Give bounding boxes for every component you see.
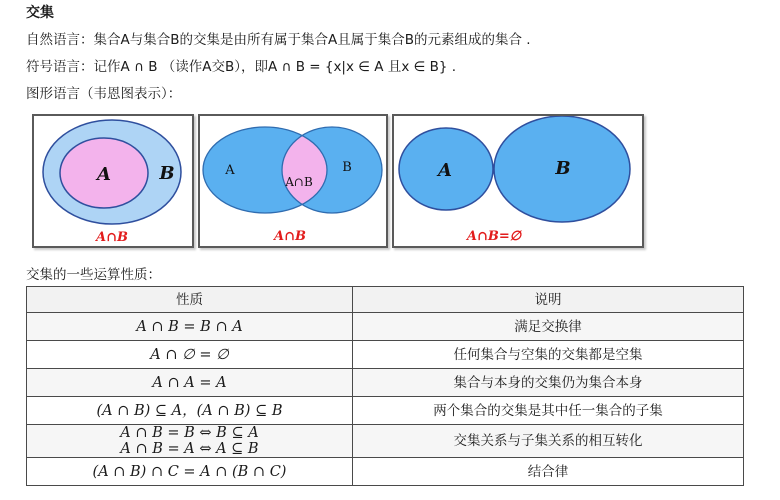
property-line: A ∩ B = B ⇔ B ⊆ A — [120, 425, 259, 441]
venn-caption: A∩B — [96, 230, 128, 245]
properties-table — [26, 286, 744, 486]
table-row — [27, 369, 744, 397]
property-cell: A ∩ B = B ∩ A — [27, 313, 353, 341]
description-cell: 两个集合的交集是其中任一集合的子集 — [353, 397, 744, 425]
venn-overlap-label: A∩B — [285, 175, 313, 189]
natural-language-definition: 自然语言：集合A与集合B的交集是由所有属于集合A且属于集合B的元素组成的集合 . — [26, 32, 531, 48]
venn-label-b: B — [555, 158, 571, 179]
venn-label-a: A — [225, 163, 235, 178]
venn-caption: A∩B — [274, 229, 306, 244]
venn-panel-disjoint — [392, 114, 644, 248]
table-header-row — [27, 287, 744, 313]
property-line: A ∩ B = A ⇔ A ⊆ B — [120, 441, 259, 457]
page-heading: 交集 — [26, 5, 54, 21]
symbolic-language-definition: 符号语言：记作A ∩ B （读作A交B），即A ∩ B = {x|x ∈ A 且x ∈ B} . — [26, 59, 457, 75]
table-row — [27, 458, 744, 486]
table-row — [27, 425, 744, 458]
table-row — [27, 341, 744, 369]
property-cell: A ∩ ∅ = ∅ — [27, 341, 353, 369]
operations-title: 交集的一些运算性质： — [26, 267, 161, 283]
property-cell-two-line — [27, 425, 353, 458]
graphic-language-title: 图形语言（韦恩图表示）： — [26, 86, 182, 102]
description-cell: 结合律 — [353, 458, 744, 486]
property-cell: A ∩ A = A — [27, 369, 353, 397]
venn-panel-overlap — [198, 114, 388, 248]
description-cell: 任何集合与空集的交集都是空集 — [353, 341, 744, 369]
property-cell: (A ∩ B) ⊆ A，(A ∩ B) ⊆ B — [27, 397, 353, 425]
venn-label-b: B — [342, 160, 352, 175]
venn-label-a: A — [438, 160, 452, 181]
venn-label-b: B — [159, 163, 175, 184]
venn-caption: A∩B=∅ — [466, 229, 522, 244]
venn-label-a: A — [97, 164, 111, 185]
table-header-description: 说明 — [353, 287, 744, 313]
description-cell: 集合与本身的交集仍为集合本身 — [353, 369, 744, 397]
property-cell: (A ∩ B) ∩ C = A ∩ (B ∩ C) — [27, 458, 353, 486]
table-row — [27, 313, 744, 341]
table-row — [27, 397, 744, 425]
description-cell: 满足交换律 — [353, 313, 744, 341]
venn-panel-subset — [32, 114, 194, 248]
description-cell: 交集关系与子集关系的相互转化 — [353, 425, 744, 458]
table-header-property: 性质 — [27, 287, 353, 313]
